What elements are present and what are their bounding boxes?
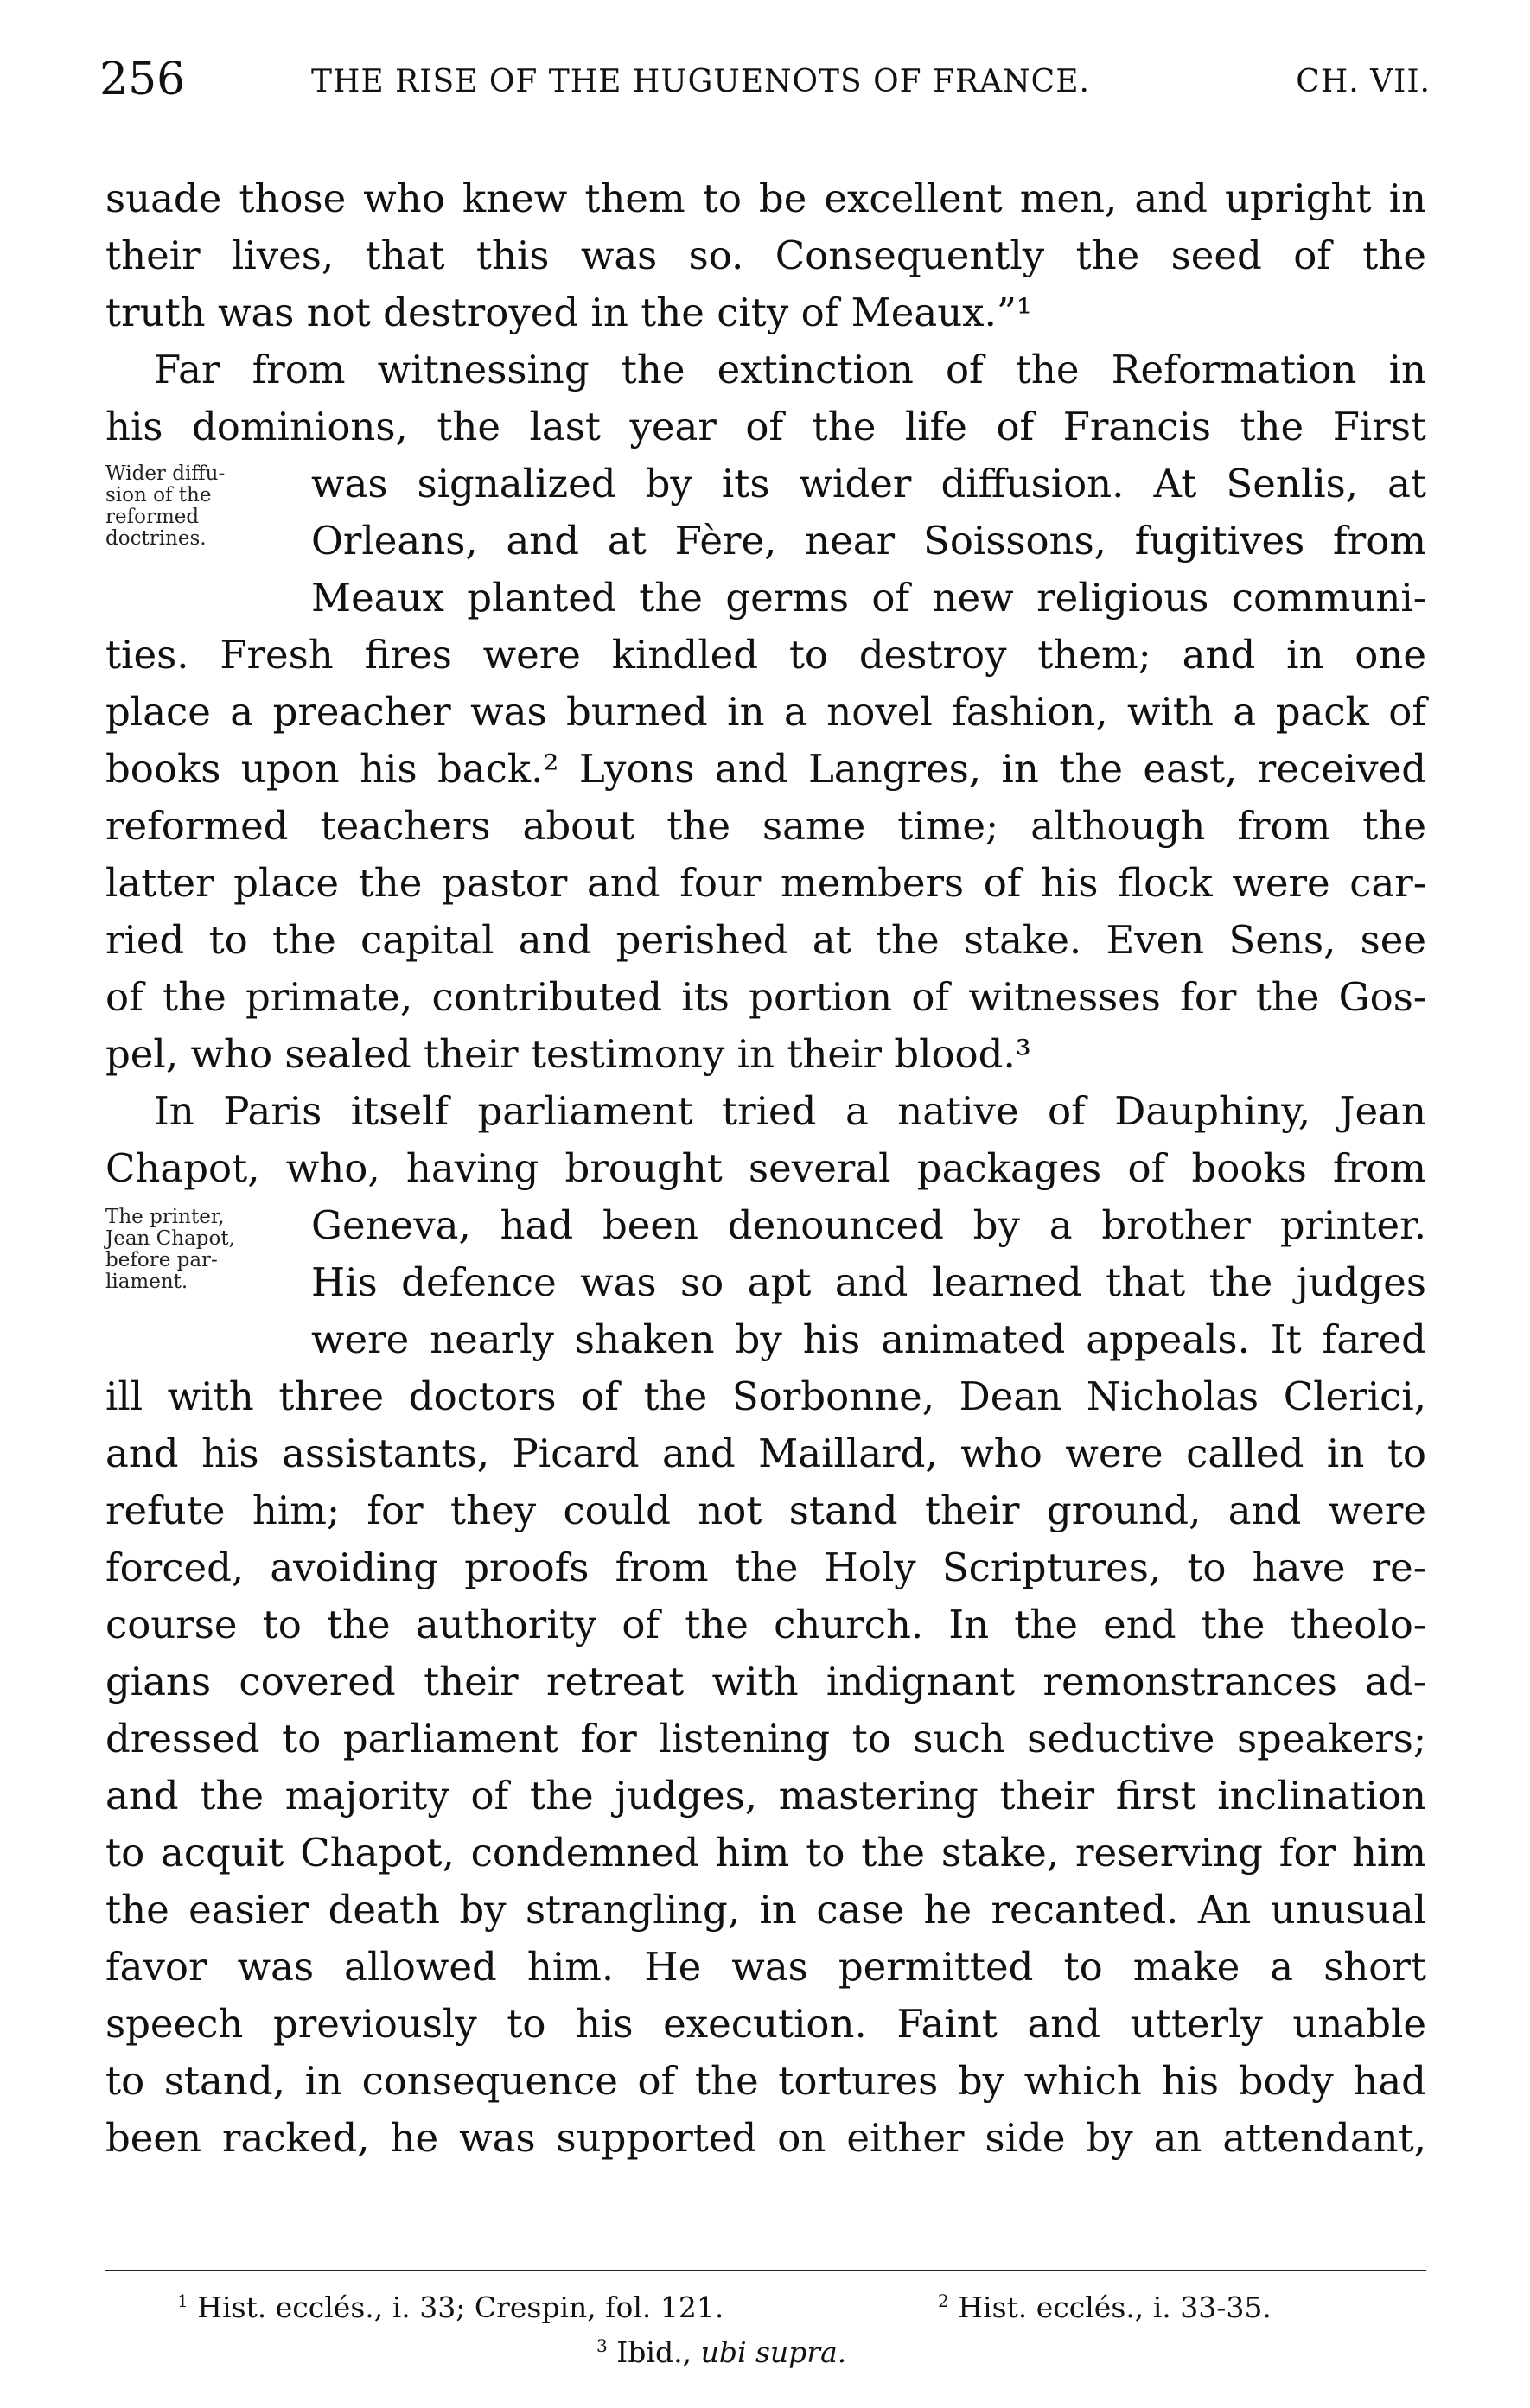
footnote-3 — [596, 2334, 846, 2372]
sidenote-line: sion of the — [105, 484, 212, 506]
body-line: suade those who knew them to be excellent men, and upright in — [105, 175, 1426, 221]
body-line: dressed to parliament for listening to such seductive speakers; — [105, 1716, 1426, 1761]
body-line: Orleans, and at Fère, near Soissons, fugitives from — [311, 518, 1426, 564]
sidenote-line: reformed — [105, 506, 200, 528]
body-line: and his assistants, Picard and Maillard, who were called in to — [105, 1430, 1426, 1476]
sidenote-wider-diffusion — [105, 463, 297, 550]
body-line: ties. Fresh fires were kindled to destroy them; and in one — [105, 632, 1426, 678]
footnote-italic: ubi supra. — [700, 2335, 847, 2369]
body-line: place a preacher was burned in a novel fashion, with a pack of — [105, 689, 1426, 735]
footnote-2 — [938, 2289, 1272, 2327]
footnote-rule — [105, 2270, 1426, 2271]
body-line: His defence was so apt and learned that the judges — [311, 1259, 1426, 1305]
sidenote-line: before par- — [105, 1249, 218, 1271]
running-title: THE RISE OF THE HUGUENOTS OF FRANCE. — [311, 64, 1090, 99]
footnote-marker: 1 — [177, 2290, 188, 2311]
page-number: 256 — [99, 54, 186, 105]
sidenote-line: Jean Chapot, — [105, 1227, 235, 1250]
body-line: In Paris itself parliament tried a native of Dauphiny, Jean — [154, 1088, 1426, 1134]
body-line: ried to the capital and perished at the stake. Even Sens, see — [105, 917, 1426, 963]
body-line: refute him; for they could not stand their ground, and were — [105, 1487, 1426, 1533]
body-line: their lives, that this was so. Consequently the seed of the — [105, 233, 1426, 278]
body-line: were nearly shaken by his animated appeals. It fared — [311, 1316, 1426, 1362]
body-line: forced, avoiding proofs from the Holy Scriptures, to have re- — [105, 1545, 1426, 1590]
body-line: been racked, he was supported on either side by an attendant, — [105, 2115, 1426, 2161]
body-line: ill with three doctors of the Sorbonne, Dean Nicholas Clerici, — [105, 1373, 1426, 1419]
sidenote-line: Wider diffu- — [105, 462, 226, 485]
footnote-marker: 2 — [938, 2290, 949, 2311]
body-line: pel, who sealed their testimony in their blood.³ — [105, 1031, 1031, 1077]
body-line: and the majority of the judges, mastering their first inclination — [105, 1773, 1426, 1819]
body-line: books upon his back.² Lyons and Langres, in the east, received — [105, 746, 1426, 792]
sidenote-printer-chapot — [105, 1207, 297, 1293]
body-line: to stand, in consequence of the tortures by which his body had — [105, 2058, 1426, 2104]
chapter-label: CH. VII. — [1296, 64, 1431, 99]
footnote-text: Ibid., — [616, 2335, 692, 2369]
sidenote-line: liament. — [105, 1271, 188, 1293]
body-line: Meaux planted the germs of new religious communi- — [311, 575, 1426, 621]
body-line: his dominions, the last year of the life of Francis the First — [105, 404, 1426, 449]
footnote-text: Hist. ecclés., i. 33-35. — [958, 2290, 1272, 2324]
body-line: speech previously to his execution. Faint and utterly unable — [105, 2001, 1426, 2047]
body-line: the easier death by strangling, in case he recanted. An unusual — [105, 1887, 1426, 1933]
body-line: Far from witnessing the extinction of the Reformation in — [154, 347, 1426, 392]
footnote-marker: 3 — [596, 2335, 608, 2356]
body-line: truth was not destroyed in the city of Meaux.”¹ — [105, 290, 1032, 335]
body-line: reformed teachers about the same time; although from the — [105, 803, 1426, 849]
body-line: Chapot, who, having brought several packages of books from — [105, 1145, 1426, 1191]
body-line: favor was allowed him. He was permitted to make a short — [105, 1944, 1426, 1990]
body-line: of the primate, contributed its portion of witnesses for the Gos- — [105, 974, 1426, 1020]
body-line: course to the authority of the church. In the end the theolo- — [105, 1602, 1426, 1647]
body-line: to acquit Chapot, condemned him to the stake, reserving for him — [105, 1830, 1426, 1876]
sidenote-line: doctrines. — [105, 527, 207, 550]
footnote-text: Hist. ecclés., i. 33; Crespin, fol. 121. — [197, 2290, 724, 2324]
body-line: was signalized by its wider diffusion. At Senlis, at — [311, 461, 1426, 506]
footnote-1 — [177, 2289, 724, 2327]
body-line: Geneva, had been denounced by a brother printer. — [311, 1202, 1426, 1248]
sidenote-line: The printer, — [105, 1206, 225, 1228]
body-line: latter place the pastor and four members of his flock were car- — [105, 860, 1426, 906]
body-line: gians covered their retreat with indignant remonstrances ad- — [105, 1659, 1426, 1704]
running-header — [99, 54, 1431, 116]
